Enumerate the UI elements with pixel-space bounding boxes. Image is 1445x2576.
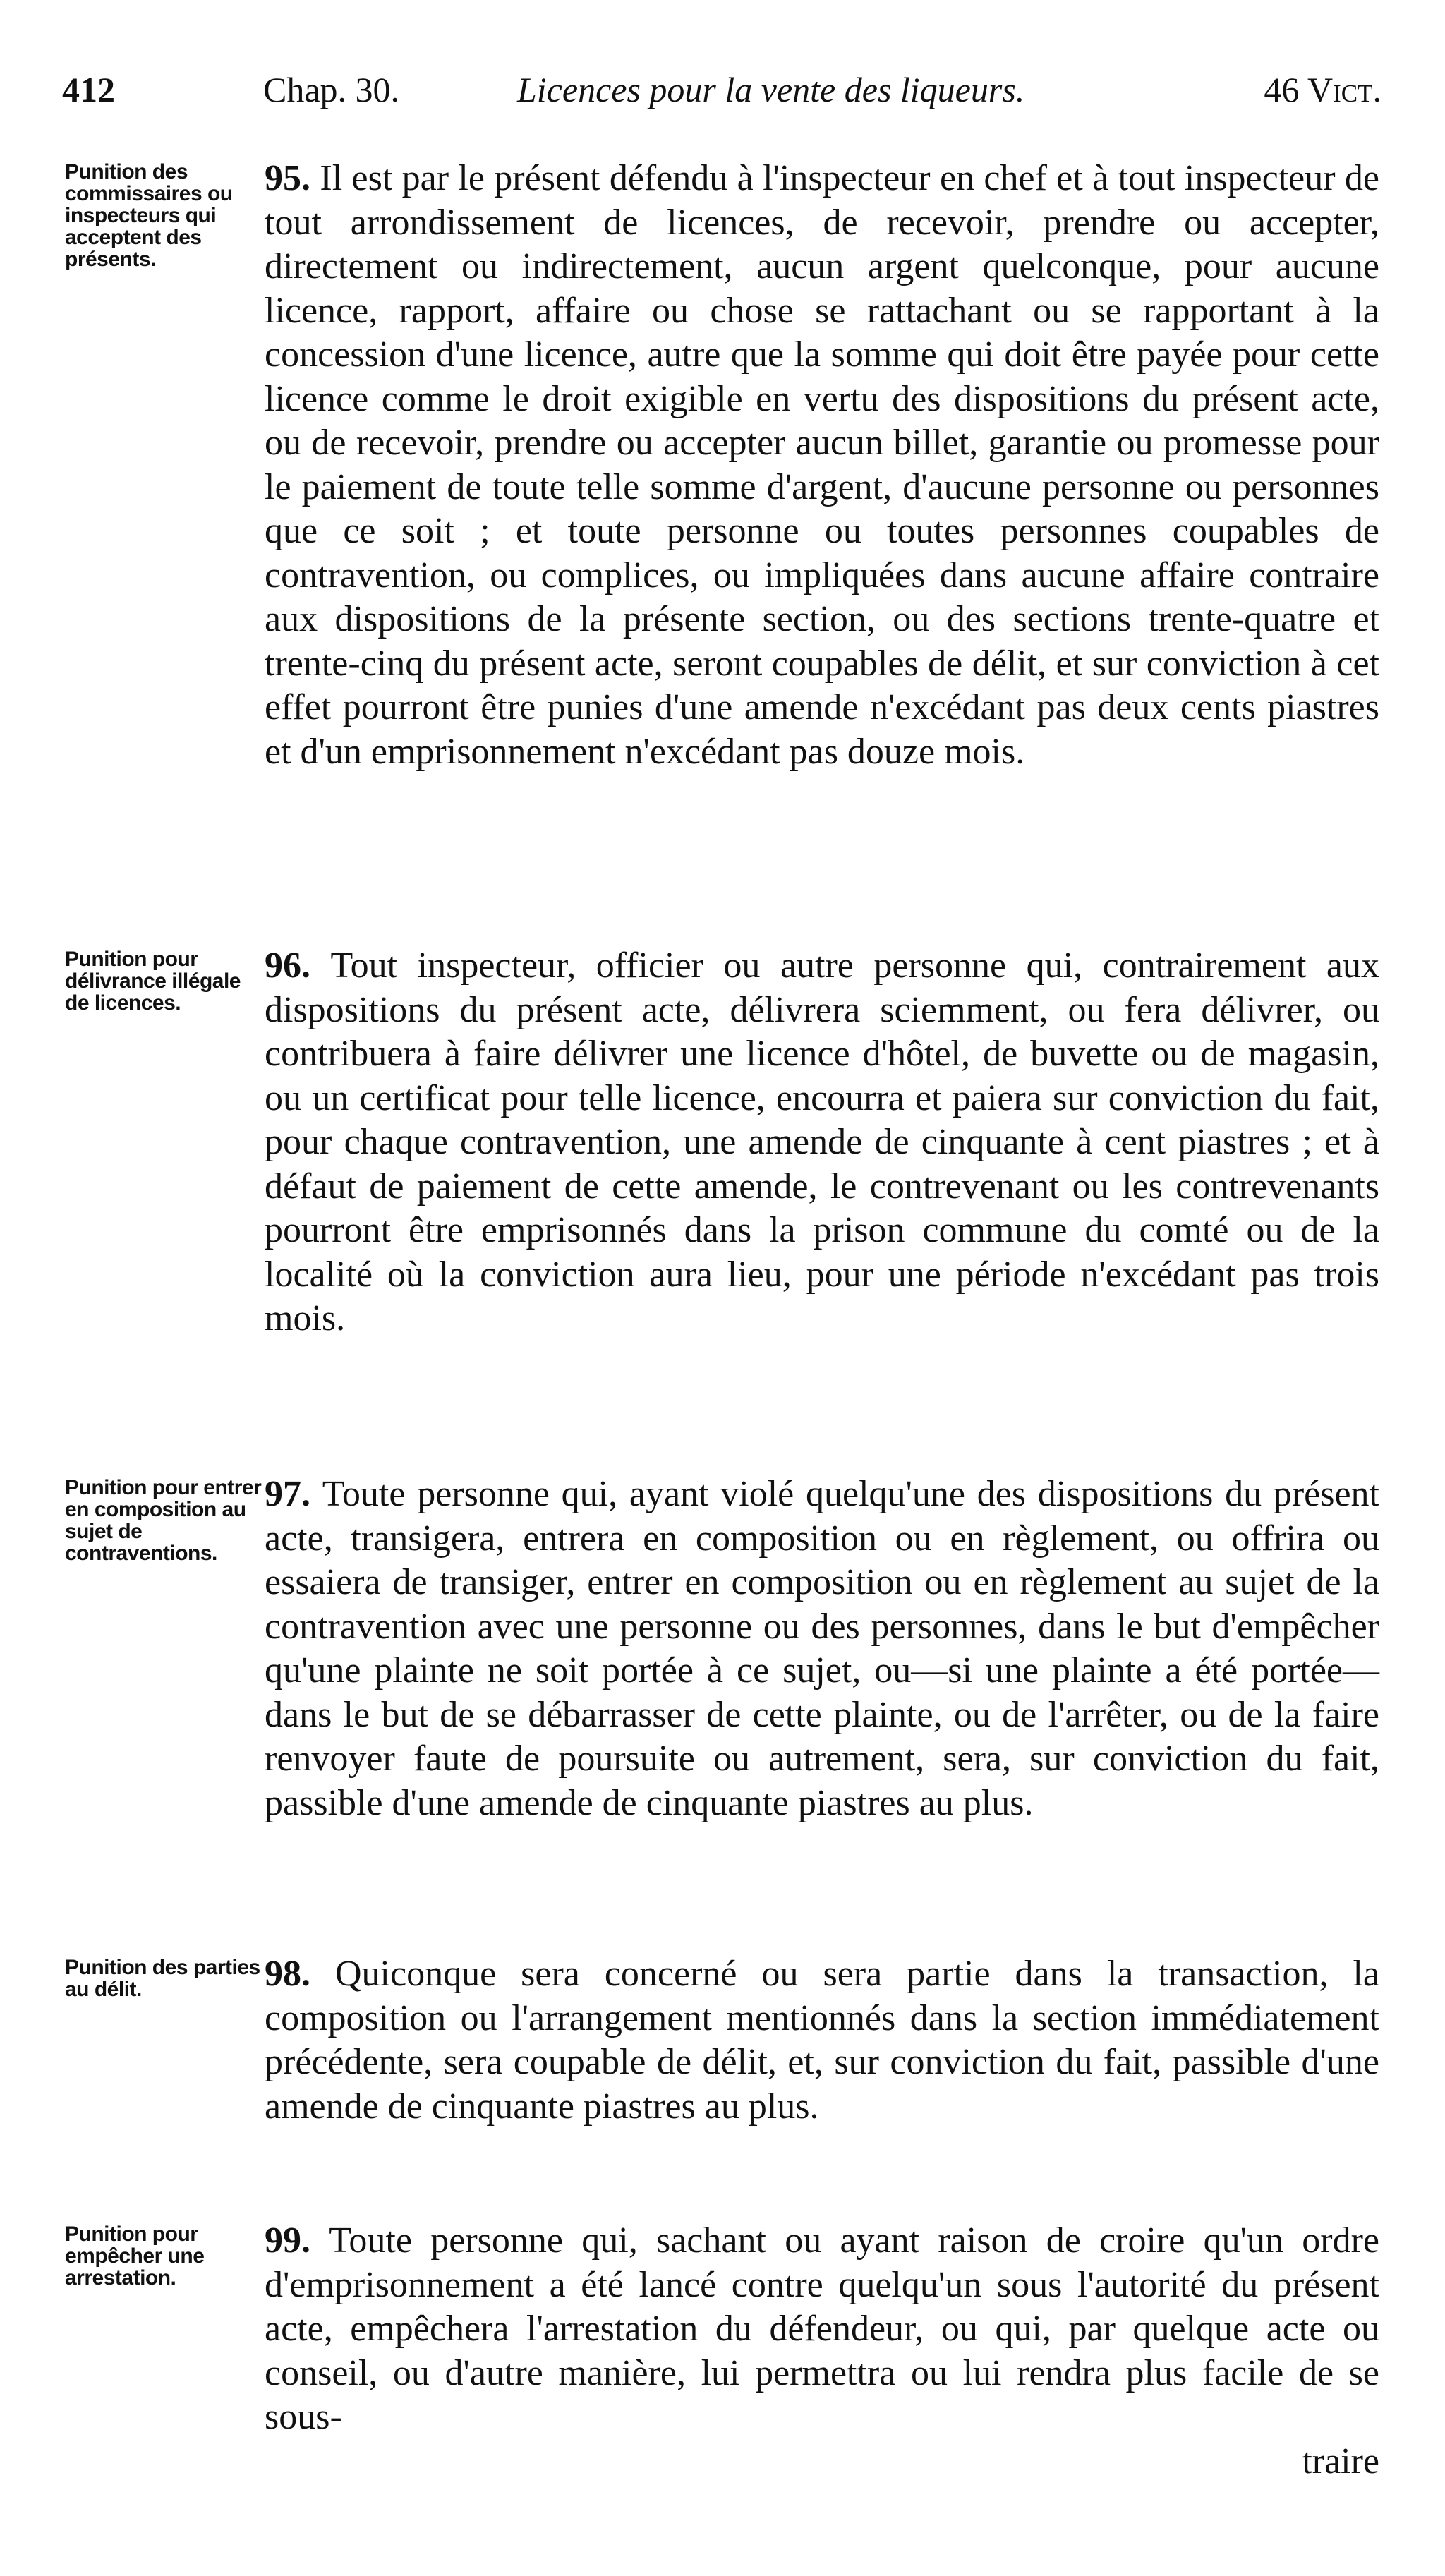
- page-number: 412: [62, 70, 115, 109]
- margin-note: Punition des commissaires ou inspecteurs qui acceptent des présents.: [65, 160, 233, 271]
- chapter-label: Chap. 30.: [263, 70, 400, 109]
- section-text: [265, 2219, 1379, 2484]
- section-text: [265, 157, 1379, 774]
- margin-note: Punition pour entrer en composition au sujet de contraventions.: [65, 1476, 262, 1565]
- section-number: 96 .: [265, 945, 331, 986]
- margin-note: Punition des parties au délit.: [65, 1956, 260, 2001]
- section-body: Toute personne qui, sachant ou ayant raison de croire qu'un ordre d'emprisonnement a été lancé contre quelqu'un sous l'autorité du présent acte, empêchera l'arrestation du défendeur, ou qui, par quelque acte ou conseil, ou d'autre manière, lui permettra ou lui rendra plus facile de se sous-: [265, 2220, 1380, 2437]
- catchword: traire: [1302, 2441, 1379, 2481]
- margin-note: Punition pour empêcher une arrestation.: [65, 2223, 205, 2290]
- regnal-year: 46 Vict.: [1264, 70, 1381, 109]
- section-body: Quiconque sera concerné ou sera partie dans la transaction, la composition ou l'arrangement mentionnés dans la section immédiatement précédente, sera coupable de délit, et, sur conviction du fait, passible d'une amende de cinquante piastres au plus.: [265, 1954, 1380, 2127]
- running-header: [62, 65, 1381, 114]
- section-number: 97 .: [265, 1474, 322, 1514]
- section-body: Toute personne qui, ayant violé quelqu'une des dispositions du présent acte, transigera, entrera en composition ou en règlement, ou offrira ou essaiera de transiger, entrer en composition ou en règlement au sujet de la contravention avec une personne ou des personnes, dans le but d'empêcher qu'une plainte ne soit portée à ce sujet, ou—si une plainte a été portée—dans le but de se débarrasser de cette plainte, ou de l'arrêter, ou de la faire renvoyer faute de poursuite ou autrement, sera, sur conviction du fait, passible d'une amende de cinquante piastres au plus.: [265, 1474, 1379, 1823]
- section-text: [265, 1952, 1379, 2129]
- section-text: [265, 1473, 1379, 1825]
- section-body: Il est par le présent défendu à l'inspecteur en chef et à tout inspecteur de tout arrondissement de licences, de recevoir, prendre ou accepter, directement ou indirectement, aucun argent quelconque, pour aucune licence, rapport, affaire ou chose se rattachant ou se rapportant à la concession d'une licence, autre que la somme qui doit être payée pour cette licence comme le droit exigible en vertu des dispositions du présent acte, ou de recevoir, prendre ou accepter aucun billet, garantie ou promesse pour le paiement de toute telle somme d'argent, d'aucune personne ou personnes que ce soit ; et toute personne ou toutes personnes coupables de contravention, ou complices, ou impliquées dans aucune affaire contraire aux dispositions de la présente section, ou des sections trente-quatre et trente-cinq du présent acte, seront coupables de délit, et sur conviction à cet effet pourront être punies d'une amende n'excédant pas deux cents piastres et d'un emprisonnement n'excédant pas douze mois.: [265, 158, 1380, 772]
- section-text: [265, 944, 1379, 1341]
- section-body: Tout inspecteur, officier ou autre personne qui, contrairement aux dispositions du présent acte, délivrera sciemment, ou fera délivrer, ou contribuera à faire délivrer une licence d'hôtel, de buvette ou de magasin, ou un certificat pour telle licence, encourra et paiera sur conviction du fait, pour chaque contravention, une amende de cinquante à cent piastres ; et à défaut de paiement de cette amende, le contrevenant ou les contrevenants pourront être emprisonnés dans la prison commune du comté ou de la localité où la conviction aura lieu, pour une période n'excédant pas trois mois.: [265, 945, 1380, 1338]
- section-number: 98 .: [265, 1954, 335, 1994]
- section-number: 95 .: [265, 158, 320, 198]
- section-number: 99 .: [265, 2220, 329, 2261]
- running-title: Licences pour la vente des liqueurs.: [517, 70, 1025, 109]
- margin-note: Punition pour délivrance illégale de licences.: [65, 948, 241, 1015]
